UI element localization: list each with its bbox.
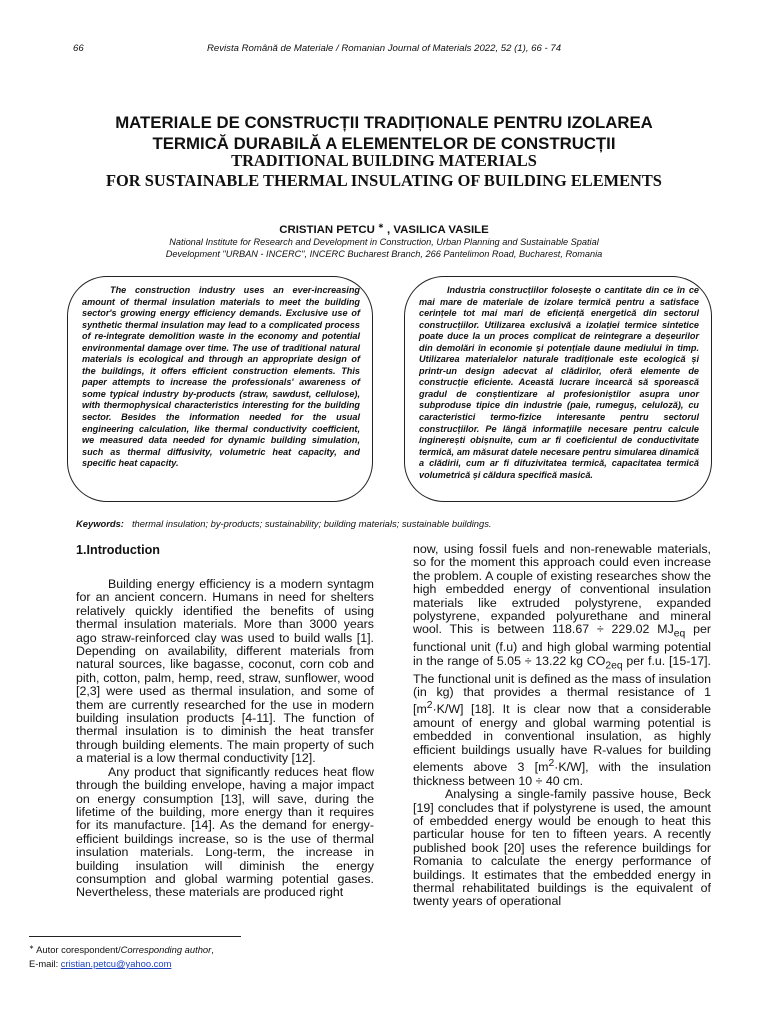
author-name: VASILICA VASILE (393, 223, 489, 236)
abstract-english-box (67, 276, 373, 502)
keywords-label: Keywords: (76, 518, 124, 529)
footnote-mark: ∗ (29, 945, 35, 951)
text-run: per f.u. [15-17]. The functional unit is defined as the mass of insulation (in kg) that provides a thermal resistance of 1 [m (413, 653, 711, 717)
affiliation (60, 237, 708, 260)
section-heading: 1.Introduction (76, 543, 160, 557)
footnote-label-end: , (211, 944, 214, 956)
body-paragraph (413, 543, 711, 788)
page-number: 66 (73, 43, 84, 54)
footnote-corresponding (29, 944, 214, 955)
title-romanian (40, 112, 728, 154)
journal-citation: Revista Română de Materiale / Romanian Journal of Materials 2022, 52 (1), 66 - 74 (206, 43, 562, 54)
text-run: ·K/W], with the insulation thickness between 10 ÷ 40 cm. (413, 760, 711, 788)
title-english (40, 151, 728, 191)
body-paragraph: Any product that significantly reduces heat flow through the building envelope, having a major impact on energy consumption [13], will save, during the lifetime of the building, more energy than it requires for its manufacture. [14]. As the demand for energy-efficient buildings increase, so is the use of thermal insulation materials. Long-term, the increase in building insulation will diminish the energy consumption and global warming potential gases. Nevertheless, these materials are produced right (76, 764, 374, 900)
title-english-line-2: FOR SUSTAINABLE THERMAL INSULATING OF BUILDING ELEMENTS (106, 171, 662, 190)
affiliation-line-1: National Institute for Research and Development in Construction, Urban Planning and Sustainable Spatial (169, 237, 599, 247)
abstract-romanian-box (404, 276, 712, 502)
author-separator: , (383, 223, 394, 236)
email-label: E-mail: (29, 958, 61, 969)
text-run: ·K/W] [18]. It is clear now that a considerable amount of energy and global warming potential is embedded in conventional insulation, as highly efficient buildings usually have R-values for building elements above 3 [m (413, 702, 711, 775)
keywords-text: thermal insulation; by-products; sustainability; building materials; sustainable buildings. (131, 518, 492, 529)
body-column-left (76, 543, 374, 900)
email-link[interactable]: cristian.petcu@yahoo.com (60, 958, 172, 969)
body-paragraph: Building energy efficiency is a modern syntagm for an ancient concern. Humans in need for shelters relatively quickly identified the benefits of using thermal insulation materials. More than 3000 years ago straw-reinforced clay was used to build walls [1]. Depending on availability, different materials from natural sources, like bagasse, coconut, corn cob and pith, cotton, palm, hemp, reed, straw, sunflower, wood [2,3] were used as thermal insulation, and some of them are currently researched for the use in modern building insulation products [4-11]. The function of thermal insulation is to diminish the heat transfer through building elements. The main property of such a material is a low thermal conductivity [12]. (76, 577, 374, 766)
title-romanian-line-2: TERMICĂ DURABILĂ A ELEMENTELOR DE CONSTRUCȚII (152, 134, 616, 153)
text-run: per functional unit (f.u) and high global warming potential in the range of 5.05 ÷ 13.22 kg CO (413, 622, 711, 668)
abstract-romanian: Industria construcțiilor folosește o cantitate din ce în ce mai mare de materiale de izolare termică pentru a satisface cerințele tot mai mari de eficiență energetică din sectorul construcțiilor. Utilizarea exclusivă a izolației termice sintetice poate duce la un proces complicat de reintegrare a deșeurilor din demolări în economie și potențiale daune mediului în timp. Utilizarea materialelor naturale tradiționale este ecologică și printr-un design adecvat al clădirilor, oferă elemente de construcție eficiente. Această lucrare încearcă să sporească gradul de conștientizare al profesioniștilor asupra unor subproduse tipice din industrie (paie, rumeguș, celuloză), cu caracteristici termo-fizice interesante pentru sectorul construcțiilor. Pe lângă informațiile necesare pentru calcule inginerești obișnuite, cum ar fi coeficientul de conductivitate termică, am măsurat datele necesare pentru simularea dinamică a clădirii, cum ar fi difuzivitatea termică, capacitatea termică volumetrică și căldura specifică masică. (419, 285, 699, 480)
keywords (76, 518, 716, 529)
footnote-email (29, 958, 171, 969)
superscript: 2 (426, 700, 433, 712)
body-paragraph: Analysing a single-family passive house, Beck [19] concludes that if polystyrene is used, the amount of embedded energy would be enough to heat this particular house for ten to fifteen years. A recently published book [20] uses the reference buildings for Romania to calculate the energy performance of buildings. It estimates that the embedded energy in thermal rehabilitated buildings is the equivalent of twenty years of operational (413, 787, 711, 909)
abstract-english: The construction industry uses an ever-increasing amount of thermal insulation materials to meet the building sector's growing energy efficiency demands. Exclusive use of synthetic thermal insulation may lead to a complicated process of re-integrate demolition waste in the economy and potential environmental damage over time. The use of traditional natural materials is ecological and through an appropriate design of the buildings, it offers efficient construction elements. This paper attempts to increase the professionals' awareness of some typical industry by-products (straw, sawdust, cellulose), with thermophysical characteristics interesting for the building sector. Besides the information needed for the usual engineering calculation, like thermal conductivity coefficient, we measured data needed for dynamic building simulation, such as thermal diffusivity, volumetric heat capacity, and specific heat capacity. (82, 285, 360, 469)
affiliation-line-2: Development "URBAN - INCERC", INCERC Bucharest Branch, 266 Pantelimon Road, Bucharest, Romania (165, 248, 603, 259)
corresponding-author-mark: ∗ (378, 223, 384, 230)
subscript: eq (673, 628, 686, 640)
footnote-label-italic: Corresponding author (120, 944, 212, 956)
superscript: 2 (548, 758, 555, 770)
author-list (40, 222, 728, 236)
running-header (0, 43, 768, 57)
footnote-label: Autor corespondent/ (34, 944, 121, 956)
title-english-line-1: TRADITIONAL BUILDING MATERIALS (231, 151, 537, 170)
text-run: now, using fossil fuels and non-renewable materials, so for the moment this approach could even increase the problem. A couple of existing researches show the high embedded energy of conventional insulation materials like extruded polystyrene, expanded polystyrene, expanded polyurethane and mineral wool. This is between 118.67 ÷ 229.02 MJ (413, 542, 711, 637)
author-name: CRISTIAN PETCU (279, 223, 375, 236)
subscript: 2eq (605, 660, 623, 672)
body-column-right (413, 543, 711, 909)
footnote-rule (29, 936, 241, 937)
title-romanian-line-1: MATERIALE DE CONSTRUCȚII TRADIȚIONALE PENTRU IZOLAREA (115, 113, 653, 132)
